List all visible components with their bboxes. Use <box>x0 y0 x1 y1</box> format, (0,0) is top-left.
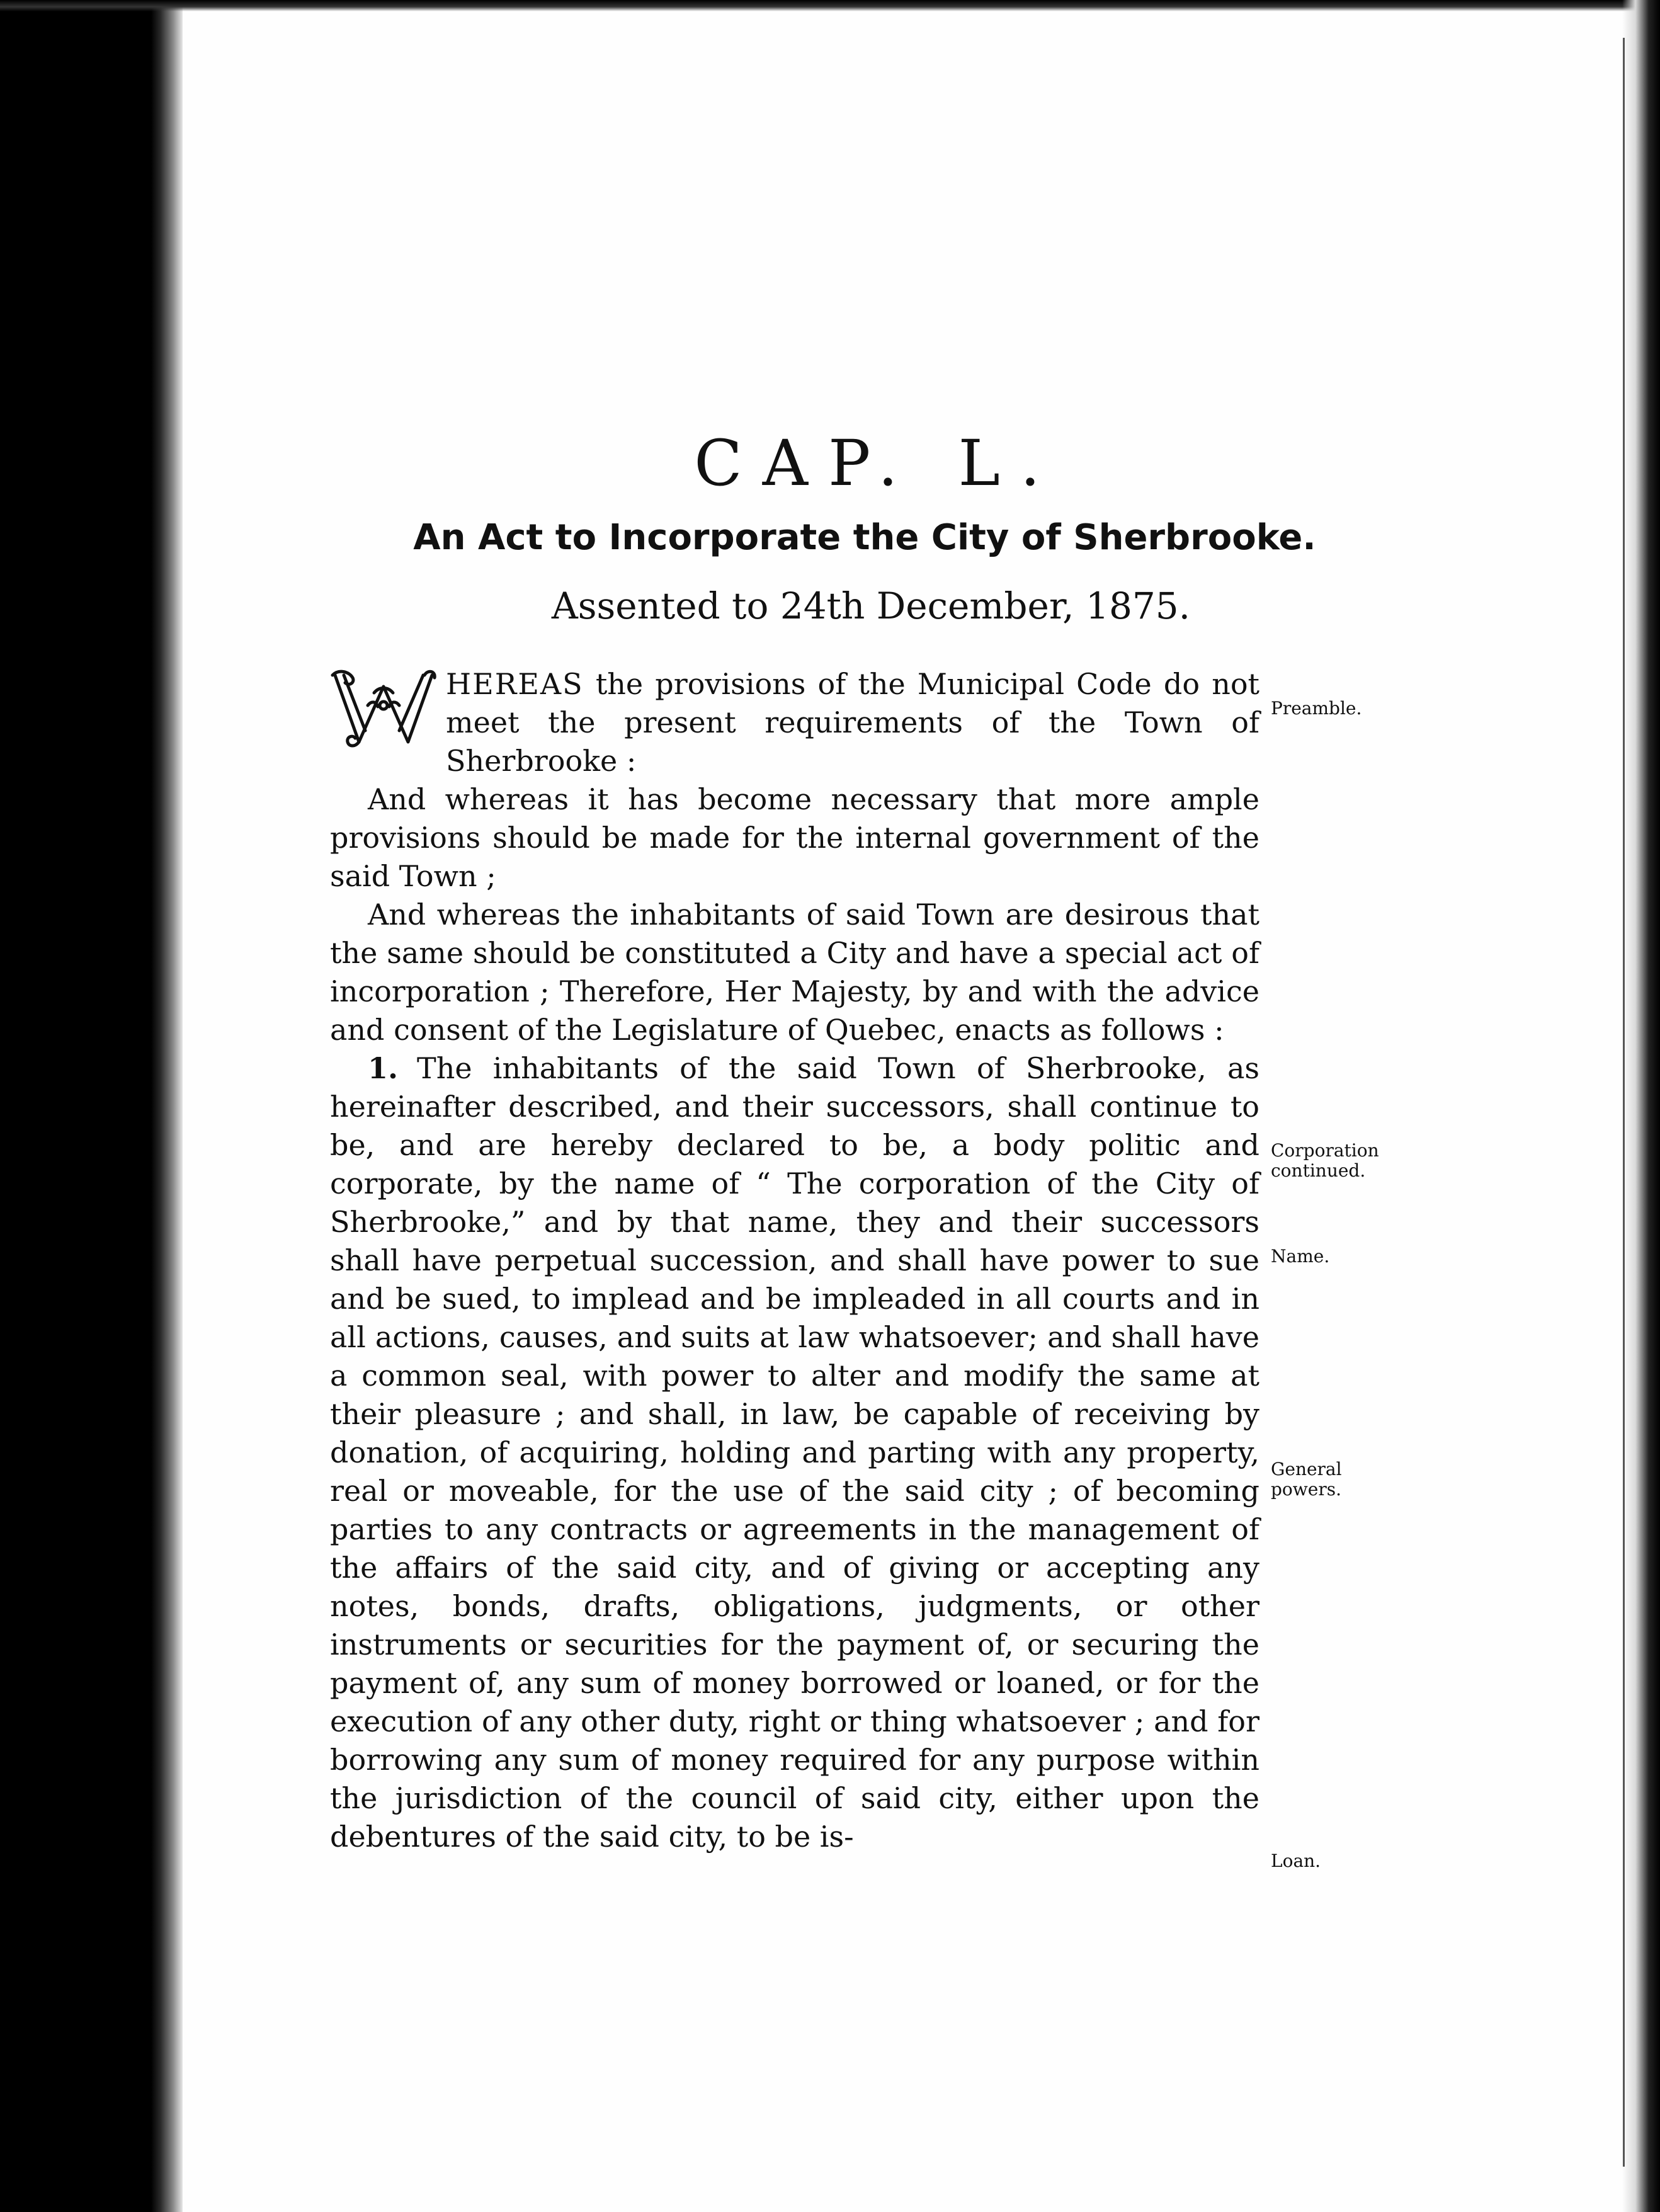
act-title: An Act to Incorporate the City of Sherbrooke. <box>413 517 1316 558</box>
section-1-text: The inhabitants of the said Town of Sherbrooke, as hereinafter described, and their successors, shall continue to be, and are hereby declared to be, a body politic and corporate, by the name of “ The corporation of the City of Sherbrooke,” and by that name, they and their successors shall have perpetual succession, and shall have power to sue and be sued, to implead and be impleaded in all courts and in all actions, causes, and suits at law whatsoever; and shall have a common seal, with power to alter and modify the same at their pleasure ; and shall, in law, be capable of receiving by donation, of acquiring, holding and parting with any property, real or moveable, for the use of the said city ; of becoming parties to any contracts or agreements in the management of the affairs of the said city, and of giving or accepting any notes, bonds, drafts, obligations, judgments, or other instruments or securities for the payment of, or securing the payment of, any sum of money borrowed or loaned, or for the execution of any other duty, right or thing whatsoever ; and for borrowing any sum of money required for any purpose within the jurisdiction of the council of said city, either upon the debentures of the said city, to be is- <box>330 1051 1259 1854</box>
chapter-title: CAP. L. <box>694 426 1060 500</box>
scan-edge-right-line <box>1623 38 1625 2167</box>
margin-note-general-line1: General <box>1271 1459 1342 1479</box>
scan-edge-top <box>0 0 1660 11</box>
act-body <box>330 665 1259 1856</box>
scan-edge-left-shadow <box>151 0 183 2212</box>
margin-note-preamble: Preamble. <box>1271 698 1362 719</box>
margin-note-loan: Loan. <box>1271 1850 1321 1871</box>
section-number: 1. <box>368 1051 399 1085</box>
margin-note-name: Name. <box>1271 1246 1330 1267</box>
preamble-lead-word: HEREAS <box>446 667 584 701</box>
preamble-first-text: the provisions of the Municipal Code do not meet the present requirements of the Town of Sherbrooke : <box>446 667 1260 778</box>
ornamental-dropcap-w-icon <box>330 668 437 750</box>
margin-note-corporation-line2: continued. <box>1271 1160 1366 1181</box>
section-1-paragraph <box>330 1049 1259 1856</box>
preamble-second-paragraph: And whereas it has become necessary that more ample provisions should be made for the internal government of the said Town ; <box>330 782 1259 893</box>
preamble-third-paragraph: And whereas the inhabitants of said Town are desirous that the same should be constituted a City and have a special act of incorporation ; Therefore, Her Majesty, by and with the advice and consent of the Legislature of Quebec, enacts as follows : <box>330 898 1259 1047</box>
margin-note-general-line2: powers. <box>1271 1479 1341 1500</box>
assent-date: Assented to 24th December, 1875. <box>551 584 1191 627</box>
preamble-first-paragraph <box>330 665 1259 780</box>
scan-edge-right <box>1622 0 1660 2212</box>
margin-note-corporation-line1: Corporation <box>1271 1140 1379 1161</box>
